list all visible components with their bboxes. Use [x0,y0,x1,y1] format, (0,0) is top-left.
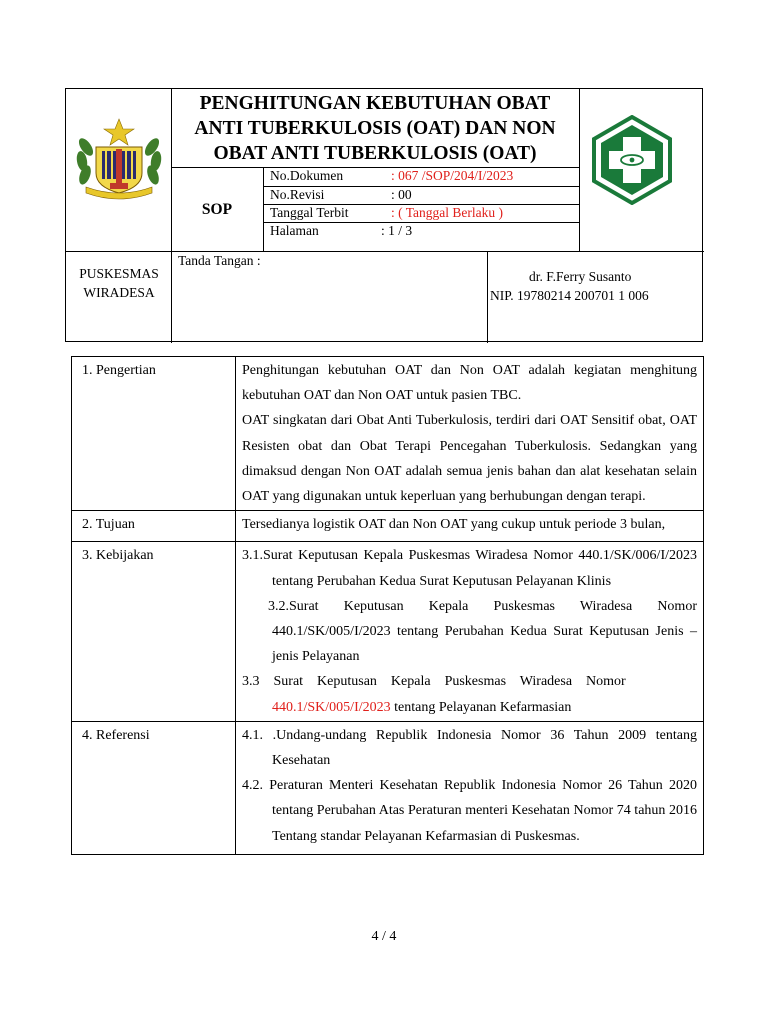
document-title: PENGHITUNGAN KEBUTUHAN OBAT ANTI TUBERKULOSIS (OAT) DAN NON OBAT ANTI TUBERKULOSIS (OAT) [194,92,556,164]
meta-row-no-dokumen [270,167,578,185]
divider [579,89,580,252]
section-content [236,357,704,511]
section-label: 4. Referensi [72,721,236,854]
meta-row-no-revisi [270,186,578,204]
meta-value: : 1 / 3 [381,223,413,238]
list-item-text: tentang Pelayanan Kefarmasian [390,699,572,715]
signature-label: Tanda Tangan : [178,253,261,268]
meta-label: No.Dokumen [270,168,344,183]
sop-label: SOP [201,200,233,218]
divider [263,167,264,252]
puskesmas-green-cross-icon [590,115,674,205]
meta-row-halaman [270,222,578,240]
section-label: 3. Kebijakan [72,542,236,721]
signer-name: dr. F.Ferry Susanto [529,269,632,284]
meta-label: No.Revisi [270,187,325,202]
table-row [72,357,704,511]
section-label: 1. Pengertian [72,357,236,511]
signer-nip: NIP. 19780214 200701 1 006 [490,288,649,303]
section-content [236,721,704,854]
table-row [72,511,704,542]
puskesmas-name: PUSKESMAS WIRADESA [79,266,159,300]
page-number: 4 / 4 [371,929,397,944]
meta-value: : 00 [391,187,412,202]
section-content [236,511,704,542]
section-label: 2. Tujuan [72,511,236,542]
paragraph: Penghitungan kebutuhan OAT dan Non OAT adalah kegiatan menghitung kebutuhan OAT dan Non OAT untuk pasien TBC. [242,363,697,404]
table-row [72,721,704,854]
list-item: 4.2. Peraturan Menteri Kesehatan Republik Indonesia Nomor 26 Tahun 2020 tentang Perubahan Atas Peraturan menteri Kesehatan Nomor 74 tahun 2016 Tentang standar Pelayanan Kefarmasian di Puskesmas. [242,778,697,844]
meta-value: : 067 /SOP/204/I/2023 [391,168,514,183]
divider [66,251,704,252]
list-item [242,669,697,719]
meta-row-tanggal-terbit [270,204,578,222]
sop-header-table [65,88,703,342]
section-content [236,542,704,721]
list-item: 3.1.Surat Keputusan Kepala Puskesmas Wiradesa Nomor 440.1/SK/006/I/2023 tentang Perubahan Kedua Surat Keputusan Pelayanan Klinis [242,548,697,589]
decree-number: 440.1/SK/005/I/2023 [272,699,391,715]
paragraph: Tersedianya logistik OAT dan Non OAT yang cukup untuk periode 3 bulan, [242,517,666,533]
table-row [72,542,704,721]
meta-value: : ( Tanggal Berlaku ) [391,205,504,220]
divider [487,251,488,343]
meta-label: Tanggal Terbit [270,205,349,220]
meta-label: Halaman [270,223,319,238]
list-item: 4.1. .Undang-undang Republik Indonesia Nomor 36 Tahun 2009 tentang Kesehatan [242,727,697,769]
list-item: 3.2.Surat Keputusan Kepala Puskesmas Wiradesa Nomor 440.1/SK/005/I/2023 tentang Perubahan Kedua Surat Keputusan Jenis – jenis Pelayanan [268,598,697,665]
sop-content-table [71,356,704,855]
list-item-text: 3.3 Surat Keputusan Kepala Puskesmas Wiradesa Nomor [242,674,626,690]
regency-coat-of-arms-icon [72,117,166,201]
signer-block [490,267,704,305]
paragraph: OAT singkatan dari Obat Anti Tuberkulosis, terdiri dari OAT Sensitif obat, OAT Resisten obat dan Obat Terapi Pencegahan Tuberkulosis. Sedangkan yang dimaksud dengan Non OAT adalah semua jenis bahan dan alat kesehatan selain OAT yang digunakan untuk keperluan yang berhubungan dengan terapi. [242,413,697,505]
